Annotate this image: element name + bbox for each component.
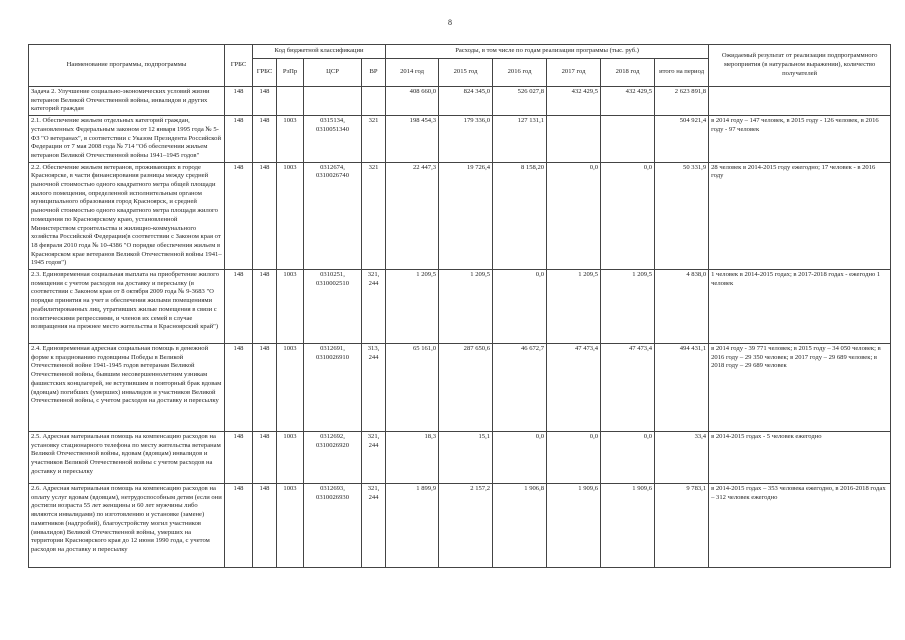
row-2014: 18,3 — [386, 432, 439, 484]
row-2015: 824 345,0 — [439, 87, 493, 116]
row-name: 2.2. Обеспечение жильем ветеранов, проживающих в городе Красноярске, в части финансирования разницы между средней рыночной стоимостью одного квадратного метра общей площади жилого помещения, определенной исполнительным органом муниципального образования город Красноярск, и средней рыночной стоимостью одного квадратного метра площади жилого помещения по Красноярскому краю, установленной Министерством строительства и жилищно-коммунального хозяйства Российской Федерации(в соответствии с Законом края от 18 февраля 2010 года № 10-4386 "О порядке обеспечения жильем в Красноярском крае ветеранов Великой Отечественной войны 1941–1945 годов") — [29, 162, 225, 269]
header-total: итого на период — [655, 59, 709, 87]
row-2018: 0,0 — [601, 162, 655, 269]
row-grbs2: 148 — [253, 484, 277, 568]
row-2015: 15,1 — [439, 432, 493, 484]
row-result: 28 человек в 2014-2015 году ежегодно; 17 человек - в 2016 году — [709, 162, 891, 269]
row-csr — [304, 87, 362, 116]
table-row — [29, 484, 891, 568]
table-row — [29, 116, 891, 163]
row-total: 2 623 891,8 — [655, 87, 709, 116]
table-row — [29, 162, 891, 269]
row-2017 — [547, 116, 601, 163]
row-2018: 432 429,5 — [601, 87, 655, 116]
row-2016: 526 027,8 — [493, 87, 547, 116]
row-2014: 198 454,3 — [386, 116, 439, 163]
row-2016: 46 672,7 — [493, 344, 547, 432]
row-2014: 1 899,9 — [386, 484, 439, 568]
row-rzpr: 1003 — [277, 432, 304, 484]
row-grbs: 148 — [225, 87, 253, 116]
row-vr — [362, 87, 386, 116]
row-name: 2.3. Единовременная социальная выплата на приобретение жилого помещения с учетом расходов на доставку и пересылку (в соответствии с Законом края от 8 октября 2009 года № 9-3683 "О порядке принятия на учет и обеспечения жилыми помещениями реабилитированных лиц, утративших жилые помещения в связи с политическими репрессиями, и членов их семей в случае возвращения на прежнее место жительства в Красноярский край") — [29, 270, 225, 344]
row-2017: 0,0 — [547, 432, 601, 484]
row-csr: 0310251, 0310002510 — [304, 270, 362, 344]
row-result: в 2014-2015 годах - 5 человек ежегодно — [709, 432, 891, 484]
header-year-2016: 2016 год — [493, 59, 547, 87]
row-grbs2: 148 — [253, 116, 277, 163]
row-vr: 313, 244 — [362, 344, 386, 432]
row-name: 2.6. Адресная материальная помощь на компенсацию расходов на оплату услуг вдовам (вдовцам), нетрудоспособным детям (если они достигли возраста 55 лет женщины и 60 лет мужчины либо являются инвалидами) по изготовлению и установке (замене) памятников (надгробий), благоустройству могил участников (инвалидов) Великой Отечественной войны, умерших на территории Красноярского края до 12 июня 1990 года, с учетом расходов на доставку и пересылку — [29, 484, 225, 568]
row-2014: 22 447,3 — [386, 162, 439, 269]
row-grbs2: 148 — [253, 432, 277, 484]
row-rzpr: 1003 — [277, 270, 304, 344]
row-2017: 432 429,5 — [547, 87, 601, 116]
row-name: 2.4. Единовременная адресная социальная помощь в денежной форме к празднованию годовщины Победы в Великой Отечественной войне 1941-1945 годов ветеранам Великой Отечественной войны, бывшим несовершеннолетним узникам фашистских концлагерей, не вступившим в повторный брак вдовам (вдовцам) погибших (умерших) инвалидов и участников Великой Отечественной войны, с учетом расходов на доставку и пересылку — [29, 344, 225, 432]
row-grbs: 148 — [225, 116, 253, 163]
row-result: 1 человек в 2014-2015 годах; в 2017-2018 годах - ежегодно 1 человек — [709, 270, 891, 344]
row-2016: 1 906,8 — [493, 484, 547, 568]
row-grbs: 148 — [225, 344, 253, 432]
row-grbs: 148 — [225, 484, 253, 568]
header-name: Наименование программы, подпрограммы — [29, 45, 225, 87]
row-2018: 1 909,6 — [601, 484, 655, 568]
row-csr: 0312674, 0310026740 — [304, 162, 362, 269]
row-csr: 0312693, 0310026930 — [304, 484, 362, 568]
row-vr: 321 — [362, 116, 386, 163]
row-total: 504 921,4 — [655, 116, 709, 163]
row-total: 50 331,9 — [655, 162, 709, 269]
row-grbs2: 148 — [253, 344, 277, 432]
row-2015: 2 157,2 — [439, 484, 493, 568]
row-result — [709, 87, 891, 116]
row-grbs: 148 — [225, 270, 253, 344]
header-grbs: ГРБС — [225, 45, 253, 87]
header-result: Ожидаемый результат от реализации подпрограммного мероприятия (в натуральном выражении), количество получателей — [709, 45, 891, 87]
header-year-2015: 2015 год — [439, 59, 493, 87]
row-2015: 179 336,0 — [439, 116, 493, 163]
row-2018: 47 473,4 — [601, 344, 655, 432]
row-2017: 47 473,4 — [547, 344, 601, 432]
row-2014: 65 161,0 — [386, 344, 439, 432]
header-year-2018: 2018 год — [601, 59, 655, 87]
row-2016: 127 131,1 — [493, 116, 547, 163]
row-result: в 2014 году - 39 771 человек; в 2015 году – 34 050 человек; в 2016 году – 29 350 человек; в 2017 году – 29 689 человек; в 2018 году – 29 689 человек — [709, 344, 891, 432]
row-2016: 8 158,20 — [493, 162, 547, 269]
header-year-2017: 2017 год — [547, 59, 601, 87]
header-year-2014: 2014 год — [386, 59, 439, 87]
header-sub-csr: ЦСР — [304, 59, 362, 87]
header-sub-rzpr: РзПр — [277, 59, 304, 87]
header-sub-vr: ВР — [362, 59, 386, 87]
row-csr: 0312691, 0310026910 — [304, 344, 362, 432]
row-grbs2: 148 — [253, 162, 277, 269]
row-total: 33,4 — [655, 432, 709, 484]
row-vr: 321 — [362, 162, 386, 269]
row-2016: 0,0 — [493, 432, 547, 484]
row-2016: 0,0 — [493, 270, 547, 344]
row-result: в 2014 году – 147 человек, в 2015 году - 126 человек, в 2016 году - 97 человек — [709, 116, 891, 163]
table-row — [29, 270, 891, 344]
row-csr: 0315134, 0310051340 — [304, 116, 362, 163]
table-row — [29, 87, 891, 116]
row-2015: 1 209,5 — [439, 270, 493, 344]
table-row — [29, 344, 891, 432]
table-row — [29, 432, 891, 484]
row-result: в 2014-2015 годах – 353 человека ежегодно, в 2016-2018 годах – 312 человек ежегодно — [709, 484, 891, 568]
row-grbs2: 148 — [253, 87, 277, 116]
page-number: 8 — [448, 18, 452, 27]
header-classification: Код бюджетной классификации — [253, 45, 386, 59]
row-grbs2: 148 — [253, 270, 277, 344]
row-total: 4 838,0 — [655, 270, 709, 344]
row-2018 — [601, 116, 655, 163]
header-sub-grbs: ГРБС — [253, 59, 277, 87]
row-rzpr: 1003 — [277, 162, 304, 269]
row-name: Задача 2. Улучшение социально-экономических условий жизни ветеранов Великой Отечественной войны, инвалидов и других категорий граждан — [29, 87, 225, 116]
row-2015: 19 726,4 — [439, 162, 493, 269]
row-vr: 321, 244 — [362, 484, 386, 568]
row-2017: 0,0 — [547, 162, 601, 269]
row-name: 2.1. Обеспечение жильем отдельных категорий граждан, установленных Федеральным законом от 12 января 1995 года № 5-ФЗ "О ветеранах", в соответствии с Указом Президента Российской Федерации от 7 мая 2008 года № 714 "Об обеспечении жильем ветеранов Великой Отечественной войны 1941–1945 годов" — [29, 116, 225, 163]
row-2015: 287 650,6 — [439, 344, 493, 432]
row-2014: 1 209,5 — [386, 270, 439, 344]
header-expenses: Расходы, в том числе по годам реализации программы (тыс. руб.) — [386, 45, 709, 59]
row-grbs: 148 — [225, 432, 253, 484]
row-2017: 1 909,6 — [547, 484, 601, 568]
row-grbs: 148 — [225, 162, 253, 269]
row-rzpr: 1003 — [277, 344, 304, 432]
row-vr: 321, 244 — [362, 432, 386, 484]
row-2017: 1 209,5 — [547, 270, 601, 344]
row-rzpr: 1003 — [277, 116, 304, 163]
row-csr: 0312692, 0310026920 — [304, 432, 362, 484]
row-total: 494 431,1 — [655, 344, 709, 432]
row-2014: 408 660,0 — [386, 87, 439, 116]
row-name: 2.5. Адресная материальная помощь на компенсацию расходов на установку стационарного телефона по месту жительства ветеранам Великой Отечественной войны, вдовам (вдовцам) инвалидов и участников Великой Отечественной войны с учетом расходов на доставку и пересылку — [29, 432, 225, 484]
program-table — [28, 44, 891, 568]
row-total: 9 783,1 — [655, 484, 709, 568]
row-vr: 321, 244 — [362, 270, 386, 344]
table-body — [29, 87, 891, 568]
row-2018: 0,0 — [601, 432, 655, 484]
row-rzpr: 1003 — [277, 484, 304, 568]
row-rzpr — [277, 87, 304, 116]
row-2018: 1 209,5 — [601, 270, 655, 344]
